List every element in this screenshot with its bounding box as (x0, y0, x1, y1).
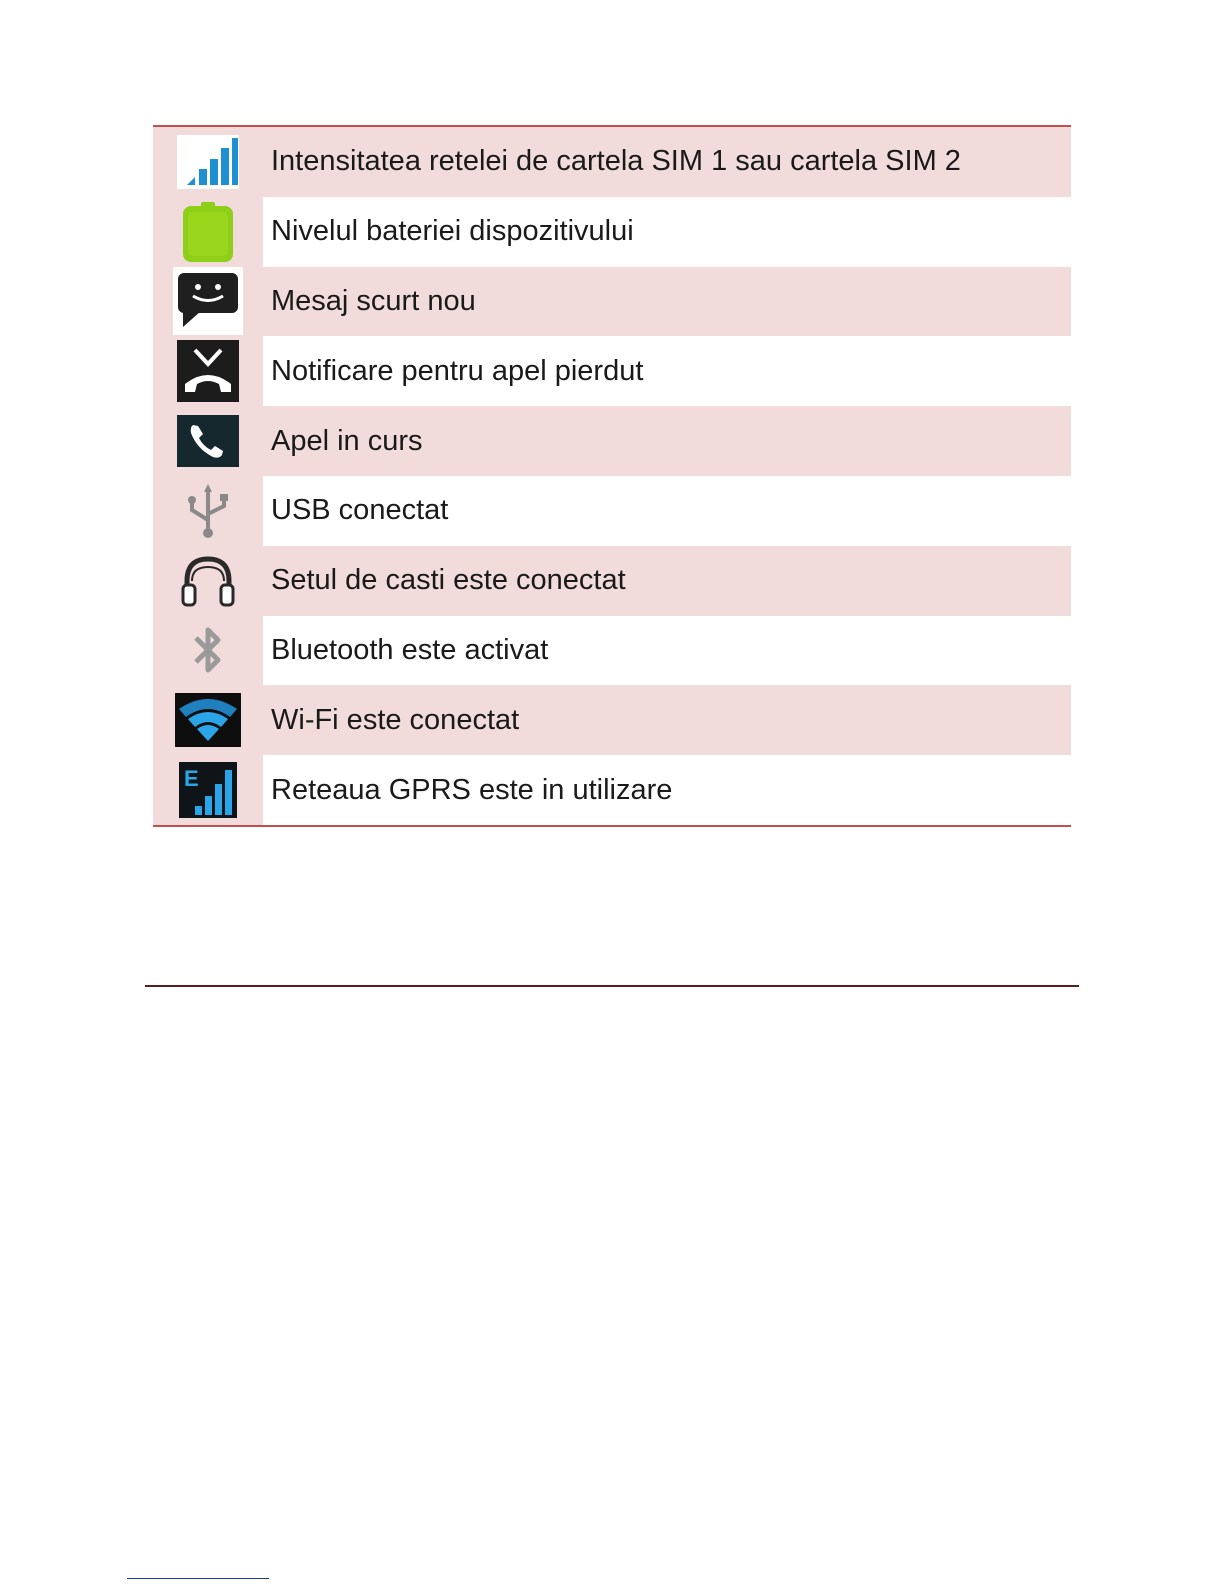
row-label: Reteaua GPRS este in utilizare (263, 755, 1071, 826)
new-message-icon (173, 267, 243, 335)
table-row (153, 476, 1071, 546)
gprs-edge-icon (179, 762, 237, 818)
row-label: Apel in curs (263, 406, 1071, 476)
missed-call-icon (177, 340, 239, 402)
wifi-icon (175, 693, 241, 747)
table-row (153, 267, 1071, 337)
table-row (153, 197, 1071, 267)
table-row (153, 755, 1071, 826)
table-row (153, 126, 1071, 197)
bluetooth-icon (188, 622, 228, 678)
signal-strength-icon (177, 135, 239, 189)
battery-icon (182, 202, 234, 262)
status-icons-table (153, 125, 1071, 827)
table-row (153, 336, 1071, 406)
svg-text:E: E (184, 766, 199, 792)
usb-icon (184, 482, 232, 540)
row-label: Intensitatea retelei de cartela SIM 1 sau cartela SIM 2 (263, 126, 1071, 197)
call-in-progress-icon (177, 415, 239, 467)
footnote-separator (127, 1578, 269, 1579)
headset-icon (181, 555, 235, 607)
row-label: Nivelul bateriei dispozitivului (263, 197, 1071, 267)
row-label: USB conectat (263, 476, 1071, 546)
table-row (153, 616, 1071, 686)
row-label: Bluetooth este activat (263, 616, 1071, 686)
row-label: Notificare pentru apel pierdut (263, 336, 1071, 406)
table-row (153, 685, 1071, 755)
row-label: Mesaj scurt nou (263, 267, 1071, 337)
table-row (153, 546, 1071, 616)
row-label: Setul de casti este conectat (263, 546, 1071, 616)
row-label: Wi-Fi este conectat (263, 685, 1071, 755)
section-divider (145, 985, 1079, 987)
table-row (153, 406, 1071, 476)
